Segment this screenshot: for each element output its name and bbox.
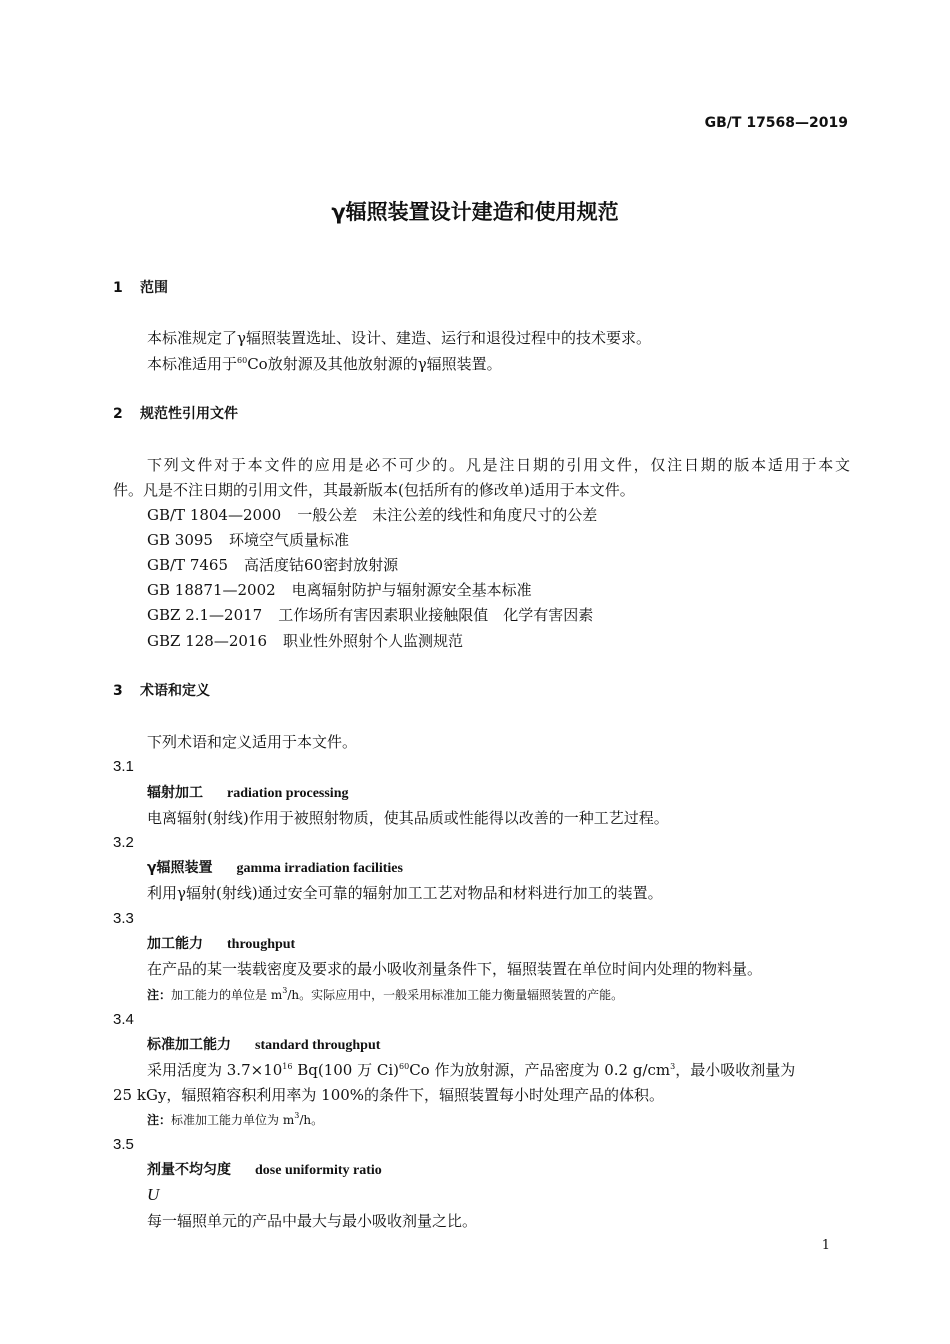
reference-item: GBZ 128—2016 职业性外照射个人监测规范 <box>147 632 464 650</box>
section-1-title: 范围 <box>140 280 168 296</box>
term-number: 3.4 <box>113 1011 134 1028</box>
page-number: 1 <box>821 1238 830 1253</box>
note: 注：加工能力的单位是 $m^3/h$。实际应用中，一般采用标准加工能力衡量辐照装置的产能。 <box>147 986 624 1002</box>
term-definition: 每一辐照单元的产品中最大与最小吸收剂量之比。 <box>147 1212 478 1230</box>
term-heading: 辐射加工 radiation processing <box>147 785 349 801</box>
reference-item: GB/T 1804—2000 一般公差 未注公差的线性和角度尺寸的公差 <box>147 506 598 524</box>
paragraph: 件。凡是不注日期的引用文件，其最新版本(包括所有的修改单)适用于本文件。 <box>113 481 635 499</box>
reference-item: GB 3095 环境空气质量标准 <box>147 531 349 549</box>
term-definition: 采用活度为 $3.7\times 10^{16}$ Bq(100 万 Ci)$^{60}$Co 作为放射源，产品密度为 0.2 $g/cm^3$，最小吸收剂量为 <box>147 1061 796 1079</box>
reference-item: GB 18871—2002 电离辐射防护与辐射源安全基本标准 <box>147 581 532 599</box>
term-heading: 标准加工能力 standard throughput <box>147 1037 381 1053</box>
section-3-number: 3 <box>113 683 123 699</box>
term-heading: 剂量不均匀度 dose uniformity ratio <box>147 1162 382 1178</box>
term-number: 3.3 <box>113 910 134 927</box>
section-3-title: 术语和定义 <box>140 683 210 699</box>
standard-code: GB/T 17568—2019 <box>704 115 848 131</box>
term-heading: γ辐照装置 gamma irradiation facilities <box>147 860 403 876</box>
section-2-number: 2 <box>113 406 123 422</box>
section-2-title: 规范性引用文件 <box>140 406 238 422</box>
term-number: 3.1 <box>113 758 134 775</box>
paragraph: 本标准适用于$^{60}$Co放射源及其他放射源的γ辐照装置。 <box>147 355 502 373</box>
term-symbol: U <box>147 1185 160 1204</box>
paragraph: 下列文件对于本文件的应用是必不可少的。凡是注日期的引用文件，仅注日期的版本适用于本文 <box>147 456 850 474</box>
paragraph: 本标准规定了γ辐照装置选址、设计、建造、运行和退役过程中的技术要求。 <box>147 329 651 347</box>
term-heading: 加工能力 throughput <box>147 936 296 952</box>
term-definition: 利用γ辐射(射线)通过安全可靠的辐射加工工艺对物品和材料进行加工的装置。 <box>147 884 663 902</box>
note: 注：标准加工能力单位为 $m^3/h$。 <box>147 1111 324 1127</box>
term-definition: 25 kGy，辐照箱容积利用率为 100%的条件下，辐照装置每小时处理产品的体积。 <box>113 1086 665 1104</box>
paragraph: 下列术语和定义适用于本文件。 <box>147 733 358 751</box>
term-definition: 电离辐射(射线)作用于被照射物质，使其品质或性能得以改善的一种工艺过程。 <box>147 809 669 827</box>
term-number: 3.5 <box>113 1136 134 1153</box>
document-title: γ辐照装置设计建造和使用规范 <box>331 200 619 224</box>
section-1-number: 1 <box>113 280 123 296</box>
reference-item: GB/T 7465 高活度钴60密封放射源 <box>147 556 399 574</box>
term-definition: 在产品的某一装载密度及要求的最小吸收剂量条件下，辐照装置在单位时间内处理的物料量。 <box>147 960 763 978</box>
term-number: 3.2 <box>113 834 134 851</box>
reference-item: GBZ 2.1—2017 工作场所有害因素职业接触限值 化学有害因素 <box>147 606 594 624</box>
